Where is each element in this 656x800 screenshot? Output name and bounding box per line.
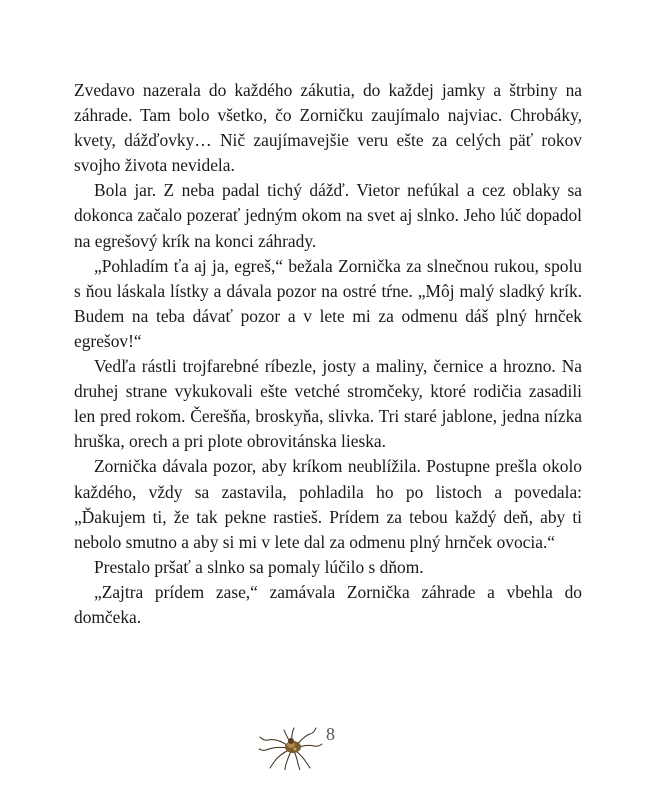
paragraph-1: Zvedavo nazerala do každého zákutia, do každej jamky a štrbiny na záhrade. Tam bolo všetko, čo Zorničku zaujímalo najviac. Chrobáky, kvety, dážďovky… Nič zaujímavejšie veru ešte za celých päť rokov svojho života nevidela. [74, 80, 582, 176]
story-text [74, 78, 582, 630]
page-footer [0, 712, 656, 782]
paragraph-3: „Pohladím ťa aj ja, egreš,“ bežala Zornička za slnečnou rukou, spolu s ňou láskala lístky a dávala pozor na ostré tŕne. „Môj malý sladký krík. Budem na teba dávať pozor a v lete mi za odmenu dáš plný hrnček egrešov!“ [74, 255, 582, 351]
paragraph-2: Bola jar. Z neba padal tichý dážď. Vietor nefúkal a cez oblaky sa dokonca začalo pozerať jedným okom na svet aj slnko. Jeho lúč dopadol na egrešový krík na konci záhrady. [74, 180, 582, 251]
paragraph-5: Zornička dávala pozor, aby kríkom neublížila. Postupne prešla okolo každého, vždy sa zastavila, pohladila ho po listoch a povedala: „Ďakujem ti, že tak pekne rastieš. Prídem za tebou každý deň, aby ti nebolo smutno a aby si mi v lete dal za odmenu plný hrnček ovocia.“ [74, 456, 582, 552]
paragraph-4: Vedľa rástli trojfarebné ríbezle, josty a maliny, černice a hrozno. Na druhej strane vykukovali ešte vetché stromčeky, ktoré rodičia zasadili len pred rokom. Čerešňa, broskyňa, slivka. Tri staré jablone, jedna nízka hruška, orech a pri plote obrovitánska lieska. [74, 356, 582, 452]
paragraph-6: Prestalo pršať a slnko sa pomaly lúčilo s dňom. [94, 556, 424, 577]
paragraph-7: „Zajtra prídem zase,“ zamávala Zornička záhrade a vbehla do domčeka. [74, 581, 582, 627]
spider-bug-illustration [258, 720, 324, 770]
page-number: 8 [326, 724, 335, 744]
